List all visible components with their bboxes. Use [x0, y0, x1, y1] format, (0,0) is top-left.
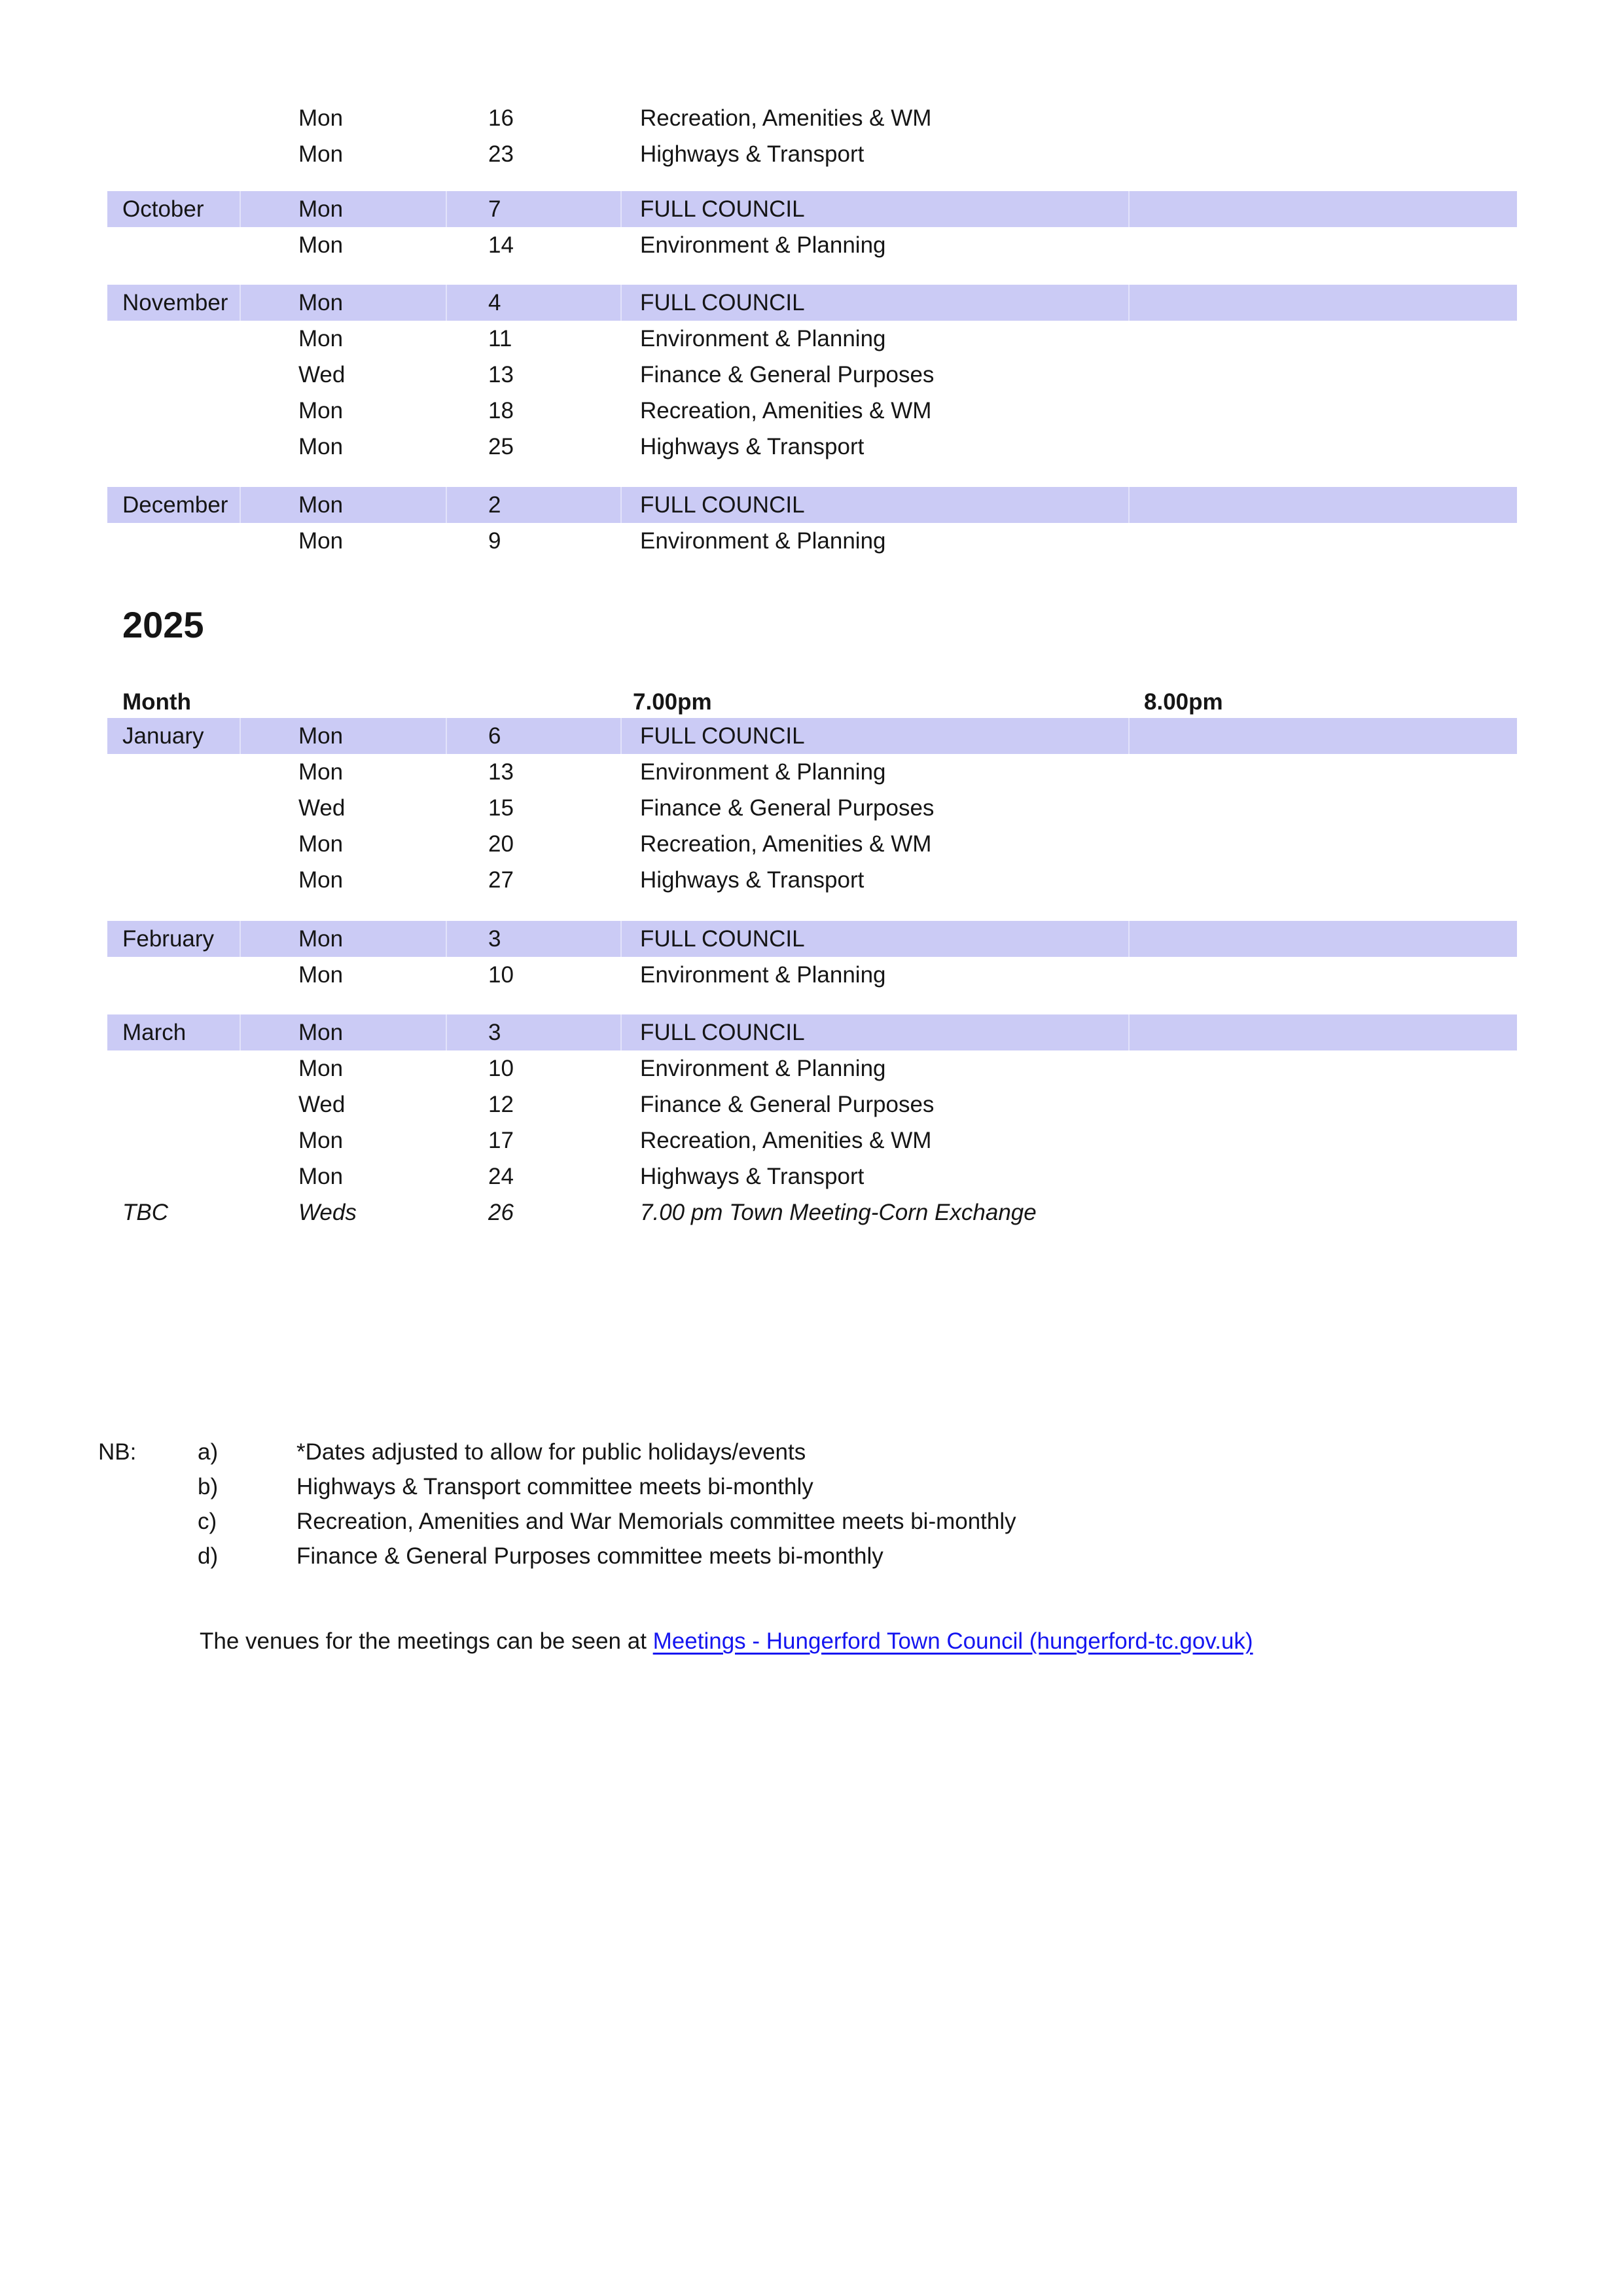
cell-committee: Highways & Transport — [640, 141, 865, 167]
cell-date: 26 — [488, 1200, 514, 1225]
cell-day: Mon — [298, 434, 344, 459]
schedule-group-december — [107, 487, 1517, 559]
cell-date: 13 — [488, 362, 514, 387]
schedule-row — [107, 1086, 1517, 1122]
cell-committee: Environment & Planning — [640, 962, 886, 988]
cell-day: Mon — [298, 759, 344, 785]
schedule-row — [107, 1158, 1517, 1194]
cell-committee: Highways & Transport — [640, 434, 865, 459]
schedule-row — [107, 357, 1517, 393]
cell-day: Weds — [298, 1200, 357, 1225]
schedule-row — [107, 957, 1517, 993]
schedule-group-october — [107, 191, 1517, 263]
note-text: Recreation, Amenities and War Memorials committee meets bi-monthly — [296, 1509, 1016, 1534]
note-row — [98, 1469, 1538, 1504]
notes-section — [98, 1435, 1538, 1573]
cell-day: Mon — [298, 723, 344, 749]
schedule-row — [107, 754, 1517, 790]
note-row — [98, 1504, 1538, 1539]
cell-committee: Highways & Transport — [640, 1164, 865, 1189]
schedule-row — [107, 1122, 1517, 1158]
cell-date: 9 — [488, 528, 501, 554]
cell-committee: Finance & General Purposes — [640, 362, 935, 387]
cell-date: 3 — [488, 926, 501, 952]
schedule-group-march — [107, 1014, 1517, 1230]
cell-day: Mon — [298, 105, 344, 131]
cell-day: Wed — [298, 795, 346, 821]
cell-committee: Environment & Planning — [640, 326, 886, 351]
cell-date: 16 — [488, 105, 514, 131]
note-nb-label: NB: — [98, 1439, 137, 1465]
schedule-row — [107, 523, 1517, 559]
schedule-row-highlight — [107, 718, 1517, 754]
note-text: Finance & General Purposes committee meets bi-monthly — [296, 1543, 883, 1569]
cell-date: 10 — [488, 1056, 514, 1081]
cell-month: TBC — [122, 1200, 168, 1225]
schedule-group-september — [107, 100, 1517, 172]
cell-day: Mon — [298, 528, 344, 554]
note-text: *Dates adjusted to allow for public holidays/events — [296, 1439, 806, 1465]
cell-month: November — [122, 290, 228, 315]
schedule-row — [107, 429, 1517, 465]
cell-month: February — [122, 926, 215, 952]
schedule-row-highlight — [107, 285, 1517, 321]
cell-committee: 7.00 pm Town Meeting-Corn Exchange — [640, 1200, 1037, 1225]
cell-date: 4 — [488, 290, 501, 315]
cell-date: 10 — [488, 962, 514, 988]
table-header-row — [107, 684, 1517, 720]
cell-committee: Environment & Planning — [640, 232, 886, 258]
cell-day: Mon — [298, 196, 344, 222]
schedule-row — [107, 393, 1517, 429]
cell-month: March — [122, 1020, 187, 1045]
cell-date: 11 — [488, 326, 512, 351]
schedule-group-november — [107, 285, 1517, 465]
cell-date: 2 — [488, 492, 501, 518]
note-row — [98, 1539, 1538, 1573]
schedule-row-highlight — [107, 487, 1517, 523]
cell-date: 18 — [488, 398, 514, 423]
cell-committee: Highways & Transport — [640, 867, 865, 893]
cell-committee: FULL COUNCIL — [640, 926, 805, 952]
cell-day: Wed — [298, 362, 346, 387]
cell-date: 14 — [488, 232, 514, 258]
cell-date: 6 — [488, 723, 501, 749]
schedule-row — [107, 321, 1517, 357]
cell-date: 20 — [488, 831, 514, 857]
cell-day: Mon — [298, 1164, 344, 1189]
cell-month: October — [122, 196, 204, 222]
schedule-row — [107, 826, 1517, 862]
header-7pm-label: 7.00pm — [633, 689, 712, 715]
cell-day: Mon — [298, 831, 344, 857]
schedule-row — [107, 1050, 1517, 1086]
cell-day: Mon — [298, 232, 344, 258]
cell-committee: FULL COUNCIL — [640, 290, 805, 315]
schedule-row — [107, 100, 1517, 136]
schedule-row — [107, 227, 1517, 263]
cell-committee: Environment & Planning — [640, 759, 886, 785]
cell-day: Mon — [298, 1128, 344, 1153]
cell-day: Mon — [298, 1020, 344, 1045]
schedule-row-highlight — [107, 191, 1517, 227]
cell-committee: FULL COUNCIL — [640, 196, 805, 222]
schedule-row-highlight — [107, 1014, 1517, 1050]
cell-day: Mon — [298, 492, 344, 518]
cell-date: 25 — [488, 434, 514, 459]
cell-day: Mon — [298, 867, 344, 893]
cell-date: 23 — [488, 141, 514, 167]
cell-committee: Environment & Planning — [640, 1056, 886, 1081]
cell-month: January — [122, 723, 204, 749]
cell-committee: Environment & Planning — [640, 528, 886, 554]
cell-committee: Finance & General Purposes — [640, 1092, 935, 1117]
note-row — [98, 1435, 1538, 1469]
cell-committee: Recreation, Amenities & WM — [640, 398, 932, 423]
cell-date: 12 — [488, 1092, 514, 1117]
venue-line — [200, 1623, 1253, 1659]
year-heading: 2025 — [122, 604, 204, 645]
schedule-row — [107, 790, 1517, 826]
cell-date: 13 — [488, 759, 514, 785]
cell-date: 17 — [488, 1128, 514, 1153]
schedule-row — [107, 1194, 1517, 1230]
note-letter: a) — [198, 1439, 219, 1465]
schedule-group-january — [107, 718, 1517, 898]
cell-day: Mon — [298, 290, 344, 315]
venue-link[interactable]: Meetings - Hungerford Town Council (hungerford-tc.gov.uk) — [652, 1628, 1253, 1654]
cell-committee: FULL COUNCIL — [640, 492, 805, 518]
schedule-row — [107, 862, 1517, 898]
cell-date: 24 — [488, 1164, 514, 1189]
schedule-group-february — [107, 921, 1517, 993]
cell-committee: FULL COUNCIL — [640, 1020, 805, 1045]
cell-date: 15 — [488, 795, 514, 821]
cell-committee: Recreation, Amenities & WM — [640, 831, 932, 857]
note-letter: c) — [198, 1509, 217, 1534]
schedule-row-highlight — [107, 921, 1517, 957]
cell-committee: FULL COUNCIL — [640, 723, 805, 749]
cell-day: Mon — [298, 141, 344, 167]
note-text: Highways & Transport committee meets bi-monthly — [296, 1474, 813, 1499]
cell-day: Mon — [298, 1056, 344, 1081]
note-letter: b) — [198, 1474, 219, 1499]
cell-date: 3 — [488, 1020, 501, 1045]
cell-day: Mon — [298, 962, 344, 988]
note-letter: d) — [198, 1543, 219, 1569]
header-8pm-label: 8.00pm — [1144, 689, 1223, 715]
cell-date: 7 — [488, 196, 501, 222]
cell-month: December — [122, 492, 228, 518]
cell-day: Mon — [298, 326, 344, 351]
cell-committee: Recreation, Amenities & WM — [640, 105, 932, 131]
venue-line-prefix: The venues for the meetings can be seen at — [200, 1628, 653, 1654]
cell-day: Wed — [298, 1092, 346, 1117]
cell-date: 27 — [488, 867, 514, 893]
schedule-row — [107, 136, 1517, 172]
cell-committee: Finance & General Purposes — [640, 795, 935, 821]
header-month-label: Month — [122, 689, 191, 715]
cell-day: Mon — [298, 398, 344, 423]
cell-day: Mon — [298, 926, 344, 952]
cell-committee: Recreation, Amenities & WM — [640, 1128, 932, 1153]
